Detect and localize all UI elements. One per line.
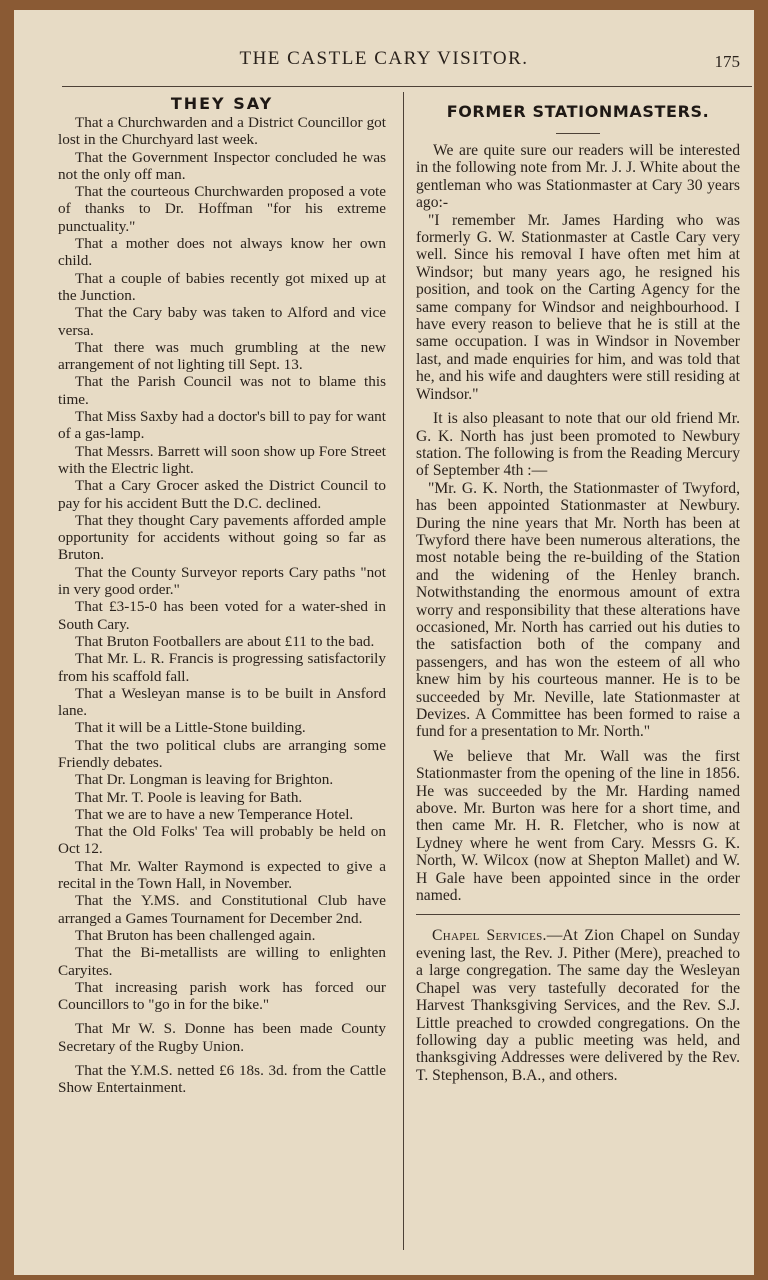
they-say-item: That a Wesleyan manse is to be built in Ansford lane. [58, 684, 386, 720]
they-say-item: That Dr. Longman is leaving for Brighton. [75, 771, 334, 789]
they-say-item: That the Y.MS. and Constitutional Club have arranged a Games Tournament for December 2nd. [58, 892, 386, 927]
they-say-item: That £3-15-0 has been voted for a water-shed in South Cary. [58, 598, 386, 633]
they-say-item: That the Government Inspector concluded he was not the only off man. [58, 148, 386, 183]
wall-paragraph: We believe that Mr. Wall was the first Stationmaster from the opening of the line in 1856. He was succeeded by the Mr. Harding named above. Mr. Burton was here for a short time, and then came Mr. H. R. Fletcher, who is now at Lydney where he went from Cary. Messrs G. K. North, W. Wilcox (now at Shepton Mallet) and W. H Gale have been appointed since in the order named. [416, 747, 740, 905]
they-say-item: That there was much grumbling at the new arrangement of not lighting till Sept. 13. [58, 338, 386, 374]
they-say-title: THEY SAY [170, 94, 274, 113]
chapel-services-heading: Chapel Services. [432, 927, 547, 945]
they-say-item: That Miss Saxby had a doctor's bill to pay for want of a gas-lamp. [58, 408, 386, 443]
they-say-item: That Mr. T. Poole is leaving for Bath. [75, 788, 303, 806]
stationmasters-title: FORMER STATIONMASTERS. [446, 102, 710, 121]
column-divider [403, 92, 404, 1250]
they-say-item: That the Cary baby was taken to Alford and vice versa. [58, 304, 386, 339]
newspaper-page [14, 10, 754, 1275]
title-rule [556, 133, 600, 134]
they-say-column [58, 94, 386, 1097]
page-number: 175 [714, 52, 740, 71]
they-say-item: That Mr W. S. Donne has been made County Secretary of the Rugby Union. [58, 1020, 386, 1055]
they-say-item: That the Y.M.S. netted £6 18s. 3d. from the Cattle Show Entertainment. [58, 1062, 386, 1097]
they-say-item: That Mr. Walter Raymond is expected to give a recital in the Town Hall, in November. [58, 857, 386, 893]
they-say-item: That Messrs. Barrett will soon show up Fore Street with the Electric light. [58, 442, 386, 477]
chapel-services-paragraph [416, 927, 740, 1084]
chapel-services-text: —At Zion Chapel on Sunday evening last, the Rev. J. Pither (Mere), preached to a large congregation. The same day the Wesleyan Chapel was very tastefully decorated for the Harvest Thanksgiving Services, and the Rev. S.J. Little preached to crowded congregations. On the following day a public meeting was held, and thanksgiving Addresses were delivered by the Rev. T. Stephenson, B.A., and others. [416, 927, 740, 1084]
they-say-item: That a couple of babies recently got mixed up at the Junction. [58, 269, 386, 304]
they-say-item: That the Parish Council was not to blame this time. [58, 373, 386, 408]
section-rule [416, 914, 740, 915]
north-intro: It is also pleasant to note that our old friend Mr. G. K. North has just been promoted to Newbury station. The following is from the Reading Mercury of September 4th :— [416, 410, 740, 480]
they-say-item: That the Bi-metallists are willing to enlighten Caryites. [58, 944, 386, 979]
stationmasters-column [416, 94, 740, 1084]
they-say-item: That the two political clubs are arranging some Friendly debates. [58, 736, 386, 771]
they-say-item: That a Churchwarden and a District Councillor got lost in the Churchyard last week. [58, 114, 386, 149]
they-say-item: That they thought Cary pavements afforded ample opportunity for accidents without going so far as Bruton. [58, 511, 386, 564]
they-say-item: That increasing parish work has forced our Councillors to "go in for the bike." [58, 978, 386, 1014]
they-say-item: That the County Surveyor reports Cary paths "not in very good order." [58, 563, 386, 599]
they-say-item: That Bruton has been challenged again. [75, 926, 316, 944]
they-say-item: That a mother does not always know her own child. [58, 235, 386, 270]
they-say-item: That it will be a Little-Stone building. [75, 719, 306, 737]
they-say-item: That a Cary Grocer asked the District Council to pay for his accident Butt the D.C. declined. [58, 477, 386, 512]
stationmasters-intro: We are quite sure our readers will be interested in the following note from Mr. J. J. White about the gentleman who was Stationmaster at Cary 30 years ago:- [416, 142, 740, 212]
they-say-item: That the Old Folks' Tea will probably be held on Oct 12. [58, 823, 386, 858]
reading-mercury-quote: "Mr. G. K. North, the Stationmaster of Twyford, has been appointed Stationmaster at Newbury. During the nine years that Mr. North has been at Twyford there have been numerous alterations, the most notable being the re-building of the Station and the widening of the Henley branch. Notwithstanding the enormous amount of extra worry and responsibility that these alterations have occasioned, Mr. North has carried out his duties to the satisfaction both of the company and passengers, and has won the esteem of all who knew him by his courteous manner. He is to be succeeded by Mr. Neville, late Stationmaster at Devizes. A Committee has been formed to raise a fund for a presentation to Mr. North." [416, 479, 740, 741]
header-rule [62, 86, 752, 87]
they-say-item: That Mr. L. R. Francis is progressing satisfactorily from his scaffold fall. [58, 650, 386, 685]
they-say-item: That the courteous Churchwarden proposed a vote of thanks to Dr. Hoffman "for his extreme punctuality." [58, 183, 386, 235]
running-head: THE CASTLE CARY VISITOR. [239, 48, 529, 69]
they-say-item: That we are to have a new Temperance Hotel. [75, 805, 354, 823]
white-letter-quote: "I remember Mr. James Harding who was formerly G. W. Stationmaster at Castle Cary very well. Since his removal I have often met him at Windsor; but many years ago, he resigned his position, and took on the Carting Agency for the same company for Windsor and neighbourhood. I have every reason to believe that he is still at the same occupation. I was in Windsor in November last, and made enquiries for him, and was told that he, and his wife and daughters were still residing at Windsor." [416, 211, 740, 403]
they-say-item: That Bruton Footballers are about £11 to the bad. [75, 632, 375, 650]
